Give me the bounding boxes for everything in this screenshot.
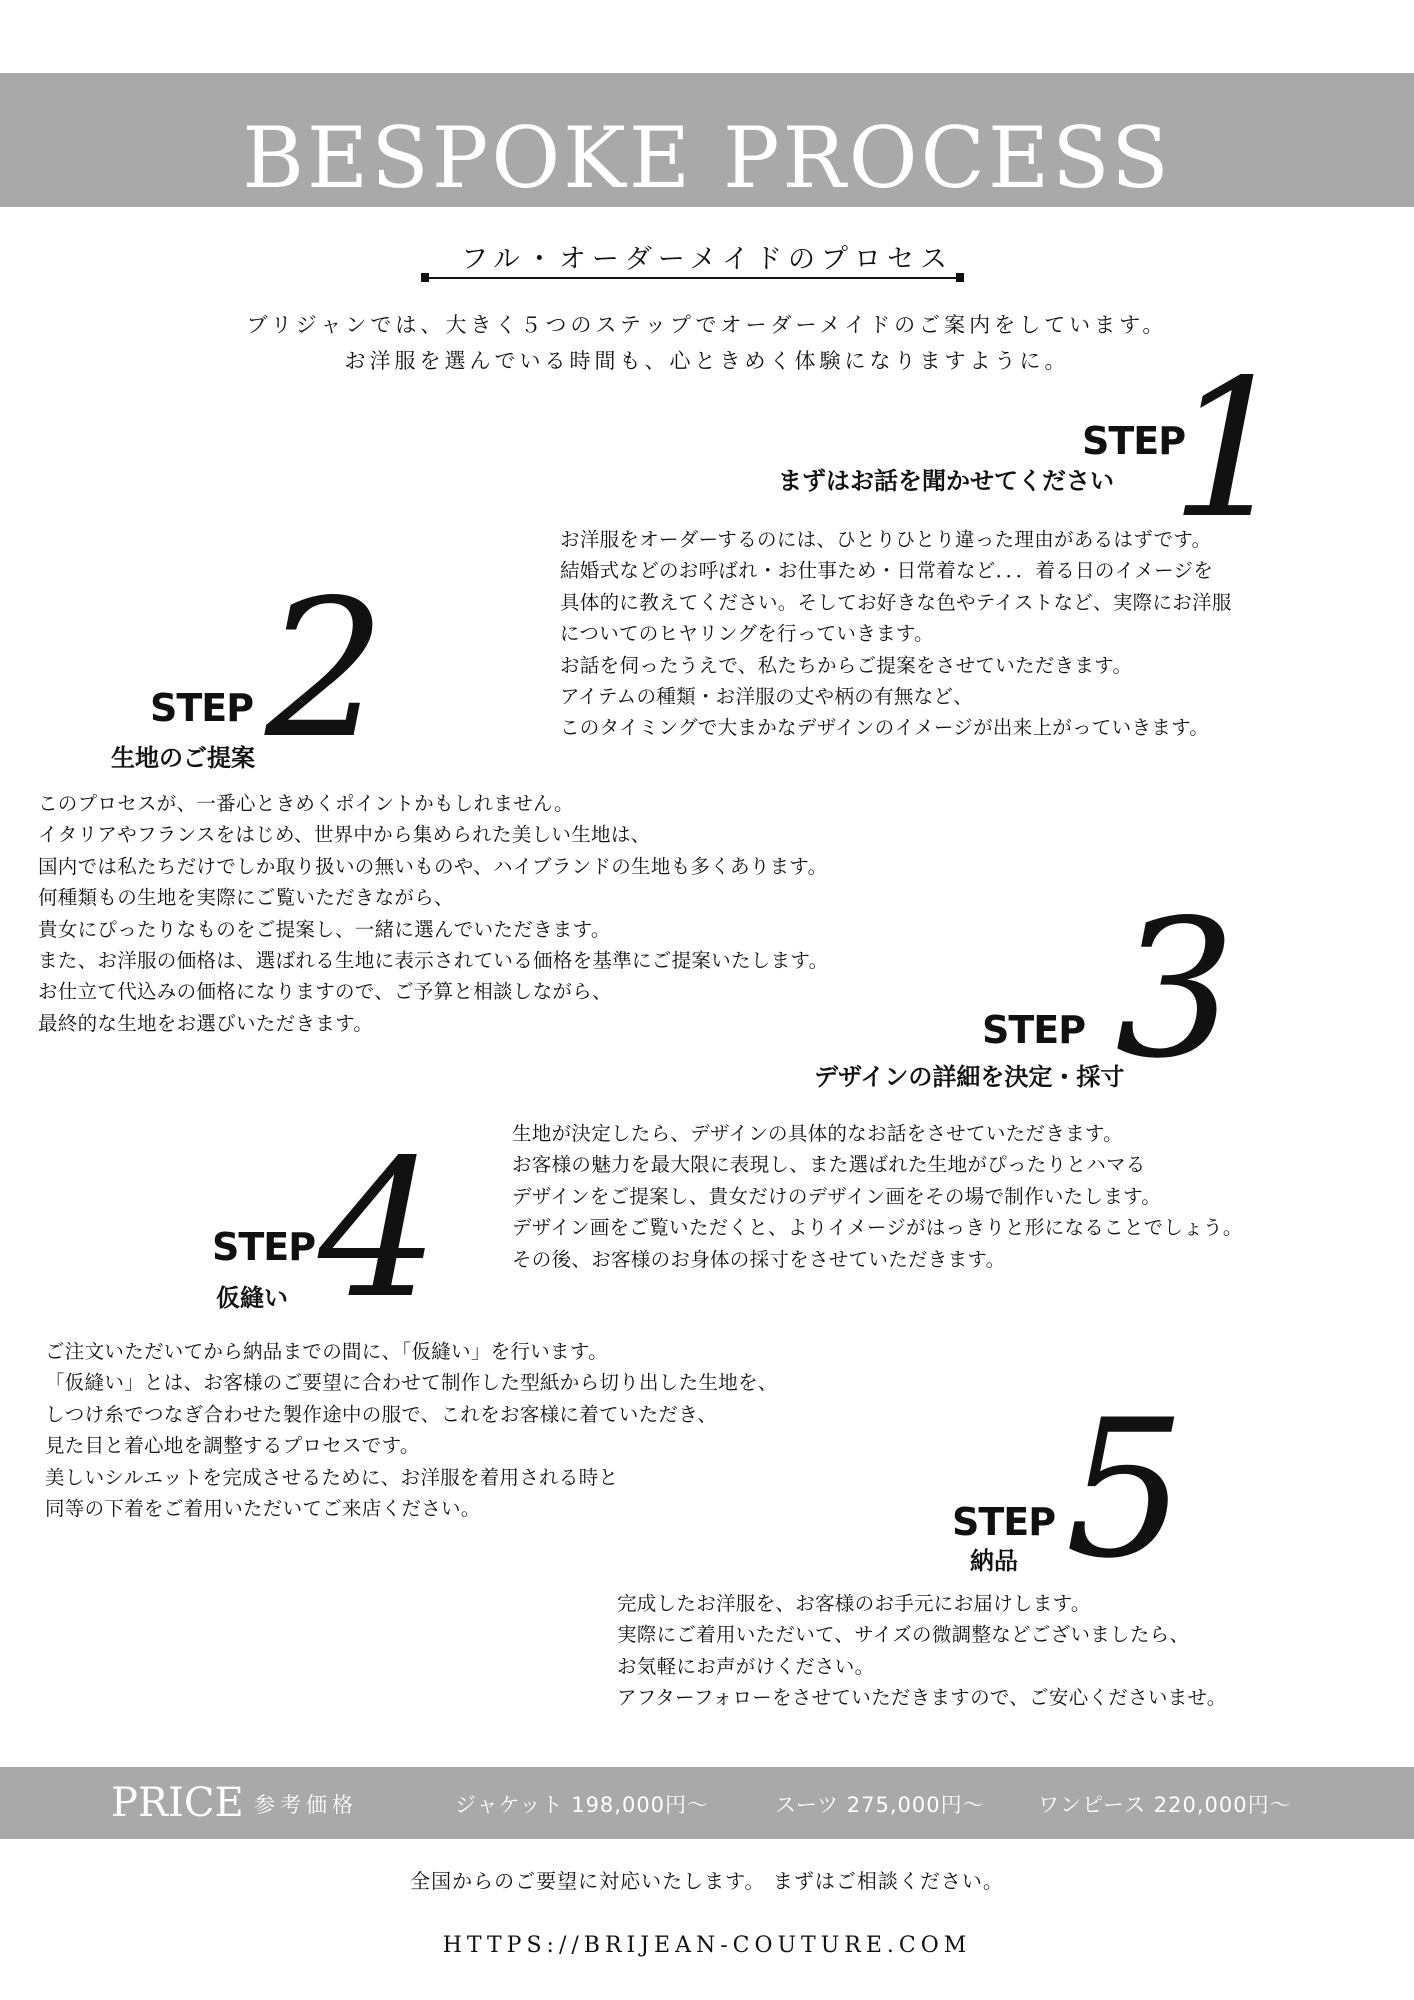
step-2-body: [38, 788, 828, 1039]
body-line: デザインをご提案し、貴女だけのデザイン画をその場で制作いたします。: [512, 1184, 1162, 1208]
body-line: 「仮縫い」とは、お客様のご要望に合わせて制作した型紙から切り出した生地を、: [45, 1371, 778, 1395]
step-3-label: STEP: [982, 1008, 1086, 1052]
step-5-number: 5: [1065, 1379, 1186, 1600]
body-line: お仕立て代込みの価格になりますので、ご予算と相談しながら、: [38, 980, 612, 1004]
step-5-label: STEP: [952, 1500, 1056, 1544]
body-line: 見た目と着心地を調整するプロセスです。: [45, 1434, 420, 1458]
intro-line: お洋服を選んでいる時間も、心ときめく体験になりますように。: [344, 349, 1070, 373]
step-1-body: [560, 524, 1232, 744]
body-line: お洋服をオーダーするのには、ひとりひとり違った理由があるはずです。: [560, 528, 1212, 551]
body-line: その後、お客様のお身体の採寸をさせていただきます。: [512, 1247, 1006, 1271]
body-line: 最終的な生地をお選びいただきます。: [38, 1011, 374, 1035]
body-line: このタイミングで大まかなデザインのイメージが出来上がっていきます。: [560, 716, 1210, 740]
body-line: 生地が決定したら、デザインの具体的なお話をさせていただきます。: [512, 1122, 1123, 1145]
body-line: お客様の魅力を最大限に表現し、また選ばれた生地がぴったりとハマる: [512, 1153, 1146, 1177]
footer-note: 全国からのご要望に対応いたします。 まずはご相談ください。: [410, 1869, 1004, 1893]
step-3-body: [512, 1118, 1243, 1275]
page-subtitle: フル・オーダーメイドのプロセス: [460, 244, 954, 275]
price-item-dress: ワンピース 220,000円〜: [1038, 1793, 1292, 1817]
underline-end-dot: [956, 273, 964, 282]
body-line: 国内では私たちだけでしか取り扱いの無いものや、ハイブランドの生地も多くあります。: [38, 854, 828, 878]
body-line: お気軽にお声がけください。: [617, 1654, 875, 1678]
body-line: 結婚式などのお呼ばれ・お仕事ため・日常着など．．．着る日のイメージを: [560, 559, 1214, 583]
price-subtitle: 参考価格: [254, 1793, 358, 1817]
body-line: 同等の下着をご着用いただいてご来店ください。: [45, 1497, 481, 1521]
step-5-title: 納品: [970, 1547, 1018, 1575]
step-1-number: 1: [1170, 339, 1291, 560]
step-3-number: 3: [1115, 879, 1236, 1100]
body-line: デザイン画をご覧いただくと、よりイメージがはっきりと形になることでしょう。: [512, 1216, 1243, 1240]
body-line: 具体的に教えてください。そしてお好きな色やテイストなど、実際にお洋服: [560, 590, 1232, 614]
subtitle-underline: [425, 277, 960, 279]
step-2-title: 生地のご提案: [111, 744, 255, 772]
step-1-label: STEP: [1082, 419, 1186, 463]
body-line: 完成したお洋服を、お客様のお手元にお届けします。: [617, 1592, 1091, 1615]
body-line: ご注文いただいてから納品までの間に、「仮縫い」を行います。: [45, 1340, 608, 1363]
body-line: 貴女にぴったりなものをご提案し、一緒に選んでいただきます。: [38, 917, 611, 941]
step-2-label: STEP: [150, 686, 254, 730]
body-line: イタリアやフランスをはじめ、世界中から集められた美しい生地は、: [38, 823, 651, 847]
body-line: アフターフォローをさせていただきますので、ご安心くださいませ。: [617, 1686, 1227, 1710]
step-1-title: まずはお話を聞かせてください: [778, 467, 1114, 495]
body-line: しつけ糸でつなぎ合わせた製作途中の服で、これをお客様に着ていただき、: [45, 1402, 718, 1426]
step-3-title: デザインの詳細を決定・採寸: [814, 1063, 1125, 1091]
footer-url-link[interactable]: HTTPS://BRIJEAN-COUTURE.COM: [442, 1933, 972, 1958]
page-title: BESPOKE PROCESS: [242, 109, 1172, 207]
body-line: 実際にご着用いただいて、サイズの微調整などございましたら、: [617, 1623, 1190, 1647]
price-title: PRICE: [111, 1780, 244, 1826]
step-4-label: STEP: [212, 1225, 316, 1269]
body-line: また、お洋服の価格は、選ばれる生地に表示されている価格を基準にご提案いたします。: [38, 949, 829, 973]
body-line: についてのヒヤリングを行っていきます。: [560, 622, 934, 646]
step-4-body: [45, 1336, 778, 1524]
body-line: 何種類もの生地を実際にご覧いただきながら、: [38, 886, 454, 910]
price-item-jacket: ジャケット 198,000円〜: [455, 1793, 710, 1817]
step-2-number: 2: [265, 559, 386, 780]
intro-line: ブリジャンでは、大きく５つのステップでオーダーメイドのご案内をしています。: [246, 313, 1168, 337]
step-4-number: 4: [318, 1119, 439, 1340]
body-line: お話を伺ったうえで、私たちからご提案をさせていただきます。: [560, 653, 1133, 677]
step-5-body: [617, 1588, 1227, 1714]
price-item-suit: スーツ 275,000円〜: [775, 1793, 985, 1817]
body-line: アイテムの種類・お洋服の丈や柄の有無など、: [560, 685, 974, 709]
body-line: 美しいシルエットを完成させるために、お洋服を着用される時と: [45, 1465, 619, 1489]
underline-end-dot: [421, 273, 429, 282]
step-4-title: 仮縫い: [216, 1284, 288, 1312]
body-line: このプロセスが、一番心ときめくポイントかもしれません。: [38, 792, 574, 815]
